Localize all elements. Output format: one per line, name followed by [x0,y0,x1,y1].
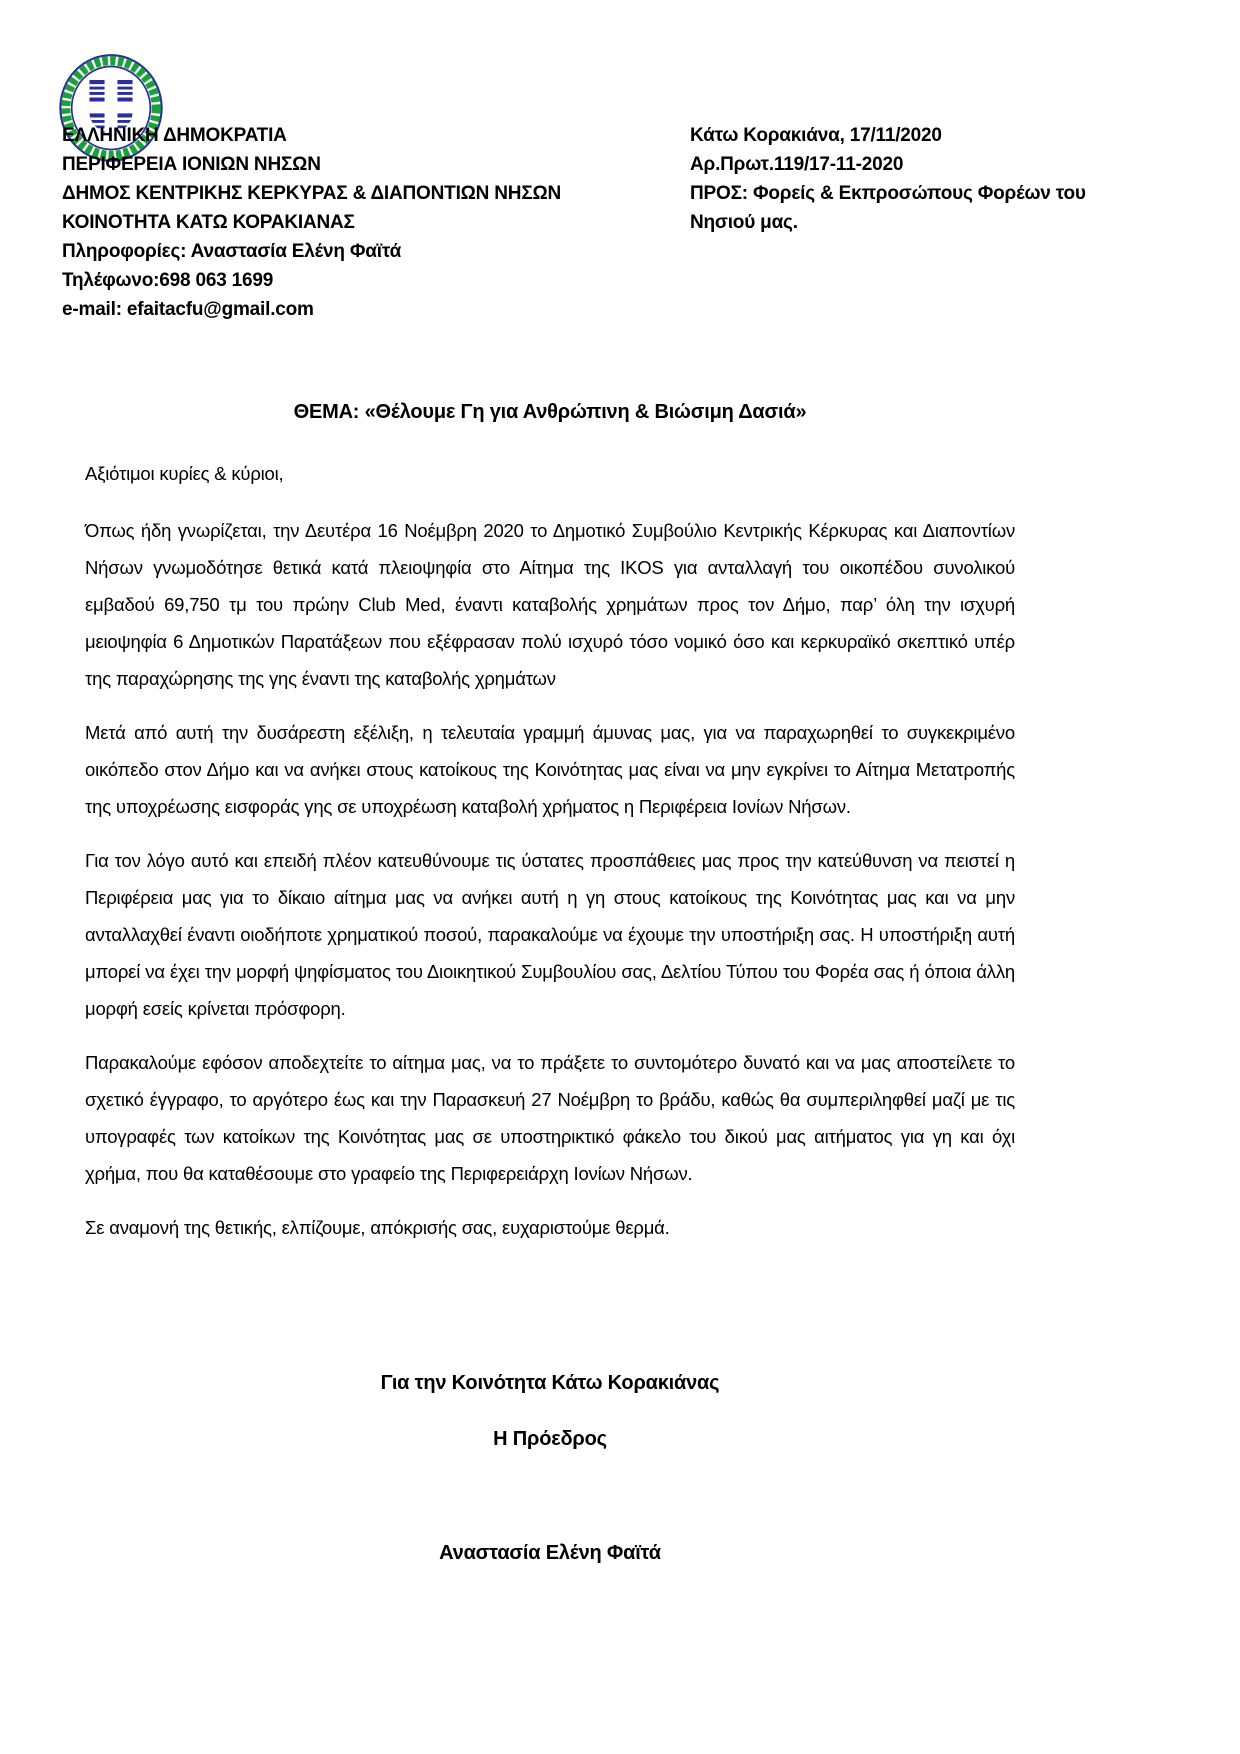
recipients-line-2: Νησιού μας. [690,212,798,233]
closing-title: Η Πρόεδρος [493,1428,607,1450]
body-paragraph-4: Παρακαλούμε εφόσον αποδεχτείτε το αίτημα μας, να το πράξετε το συντομότερο δυνατό και να μας αποστείλετε το σχετικό έγγραφο, το αργότερο έως και την Παρασκευή 27 Νοέμβρη το βράδυ, καθώς θα συμπεριληφθεί μαζί με τις υπογραφές των κατοίκων της Κοινότητας μας σε υποστηρικτικό φάκελο του δικού μας αιτήματος για γη και όχι χρήμα, που θα καταθέσουμε στο γραφείο της Περιφερειάρχη Ιονίων Νήσων. [85,1052,1015,1184]
sender-block [62,121,561,324]
subject-line: ΘΕΜΑ: «Θέλουμε Γη για Ανθρώπινη & Βιώσιμη Δασιά» [293,401,807,423]
body-paragraph-1: Όπως ήδη γνωρίζεται, την Δευτέρα 16 Νοέμβρη 2020 το Δημοτικό Συμβούλιο Κεντρικής Κέρκυρας και Διαποντίων Νήσων γνωμοδότησε θετικά κατά πλειοψηφία στο Αίτημα της IKOS για ανταλλαγή του οικοπέδου συνολικού εμβαδού 69,750 τμ του πρώην Club Med, έναντι καταβολής χρημάτων προς τον Δήμο, παρ’ όλη την ισχυρή μειοψηφία 6 Δημοτικών Παρατάξεων που εξέφρασαν πολύ ισχυρό τόσο νομικό όσο και κερκυραϊκό σκεπτικό υπέρ της παραχώρησης της γης έναντι της καταβολής χρημάτων [85,520,1015,689]
body-paragraph-5: Σε αναμονή της θετικής, ελπίζουμε, απόκρισής σας, ευχαριστούμε θερμά. [85,1217,670,1238]
sender-email-line: e-mail: efaitacfu@gmail.com [62,299,314,320]
sender-contact-line: Πληροφορίες: Αναστασία Ελένη Φαϊτά [62,241,402,262]
sender-community-line: ΚΟΙΝΟΤΗΤΑ ΚΑΤΩ ΚΟΡΑΚΙΑΝΑΣ [62,212,355,233]
salutation: Αξιότιμοι κυρίες & κύριοι, [85,463,284,484]
date-line: Κάτω Κορακιάνα, 17/11/2020 [690,125,942,146]
letter-body [85,455,1015,1263]
sender-region-line: ΠΕΡΙΦΕΡΕΙΑ ΙΟΝΙΩΝ ΝΗΣΩΝ [62,154,321,175]
sender-municipality-line: ΔΗΜΟΣ ΚΕΝΤΡΙΚΗΣ ΚΕΡΚΥΡΑΣ & ΔΙΑΠΟΝΤΙΩΝ ΝΗΣΩΝ [62,183,562,204]
body-paragraph-3: Για τον λόγο αυτό και επειδή πλέον κατευθύνουμε τις ύστατες προσπάθειες μας προς την κατεύθυνση να πειστεί η Περιφέρεια μας για το δίκαιο αίτημα μας να ανήκει αυτή η γη στους κατοίκους της Κοινότητας μας και να μην ανταλλαχθεί έναντι οιοδήποτε χρηματικού ποσού, παρακαλούμε να έχουμε την υποστήριξη σας. Η υποστήριξη αυτή μπορεί να έχει την μορφή ψηφίσματος του Διοικητικού Συμβουλίου σας, Δελτίου Τύπου του Φορέα σας ή όποια άλλη μορφή εσείς κρίνεται πρόσφορη. [85,850,1015,1019]
protocol-number-line: Αρ.Πρωτ.119/17-11-2020 [690,154,904,175]
sender-republic-line: ΕΛΛΗΝΙΚΗ ΔΗΜΟΚΡΑΤΙΑ [62,125,287,146]
reference-block [690,121,1086,237]
closing-signatory-name: Αναστασία Ελένη Φαϊτά [439,1542,661,1564]
closing-organization: Για την Κοινότητα Κάτω Κορακιάνας [380,1372,720,1394]
recipients-line-1: ΠΡΟΣ: Φορείς & Εκπροσώπους Φορέων του [690,183,1086,204]
sender-phone-line: Τηλέφωνο:698 063 1699 [62,270,274,291]
body-paragraph-2: Μετά από αυτή την δυσάρεστη εξέλιξη, η τελευταία γραμμή άμυνας μας, για να παραχωρηθεί το συγκεκριμένο οικόπεδο στον Δήμο και να ανήκει στους κατοίκους της Κοινότητας μας είναι να μην εγκρίνει το Αίτημα Μετατροπής της υποχρέωσης εισφοράς γης σε υποχρέωση καταβολή χρήματος η Περιφέρεια Ιονίων Νήσων. [85,722,1015,817]
